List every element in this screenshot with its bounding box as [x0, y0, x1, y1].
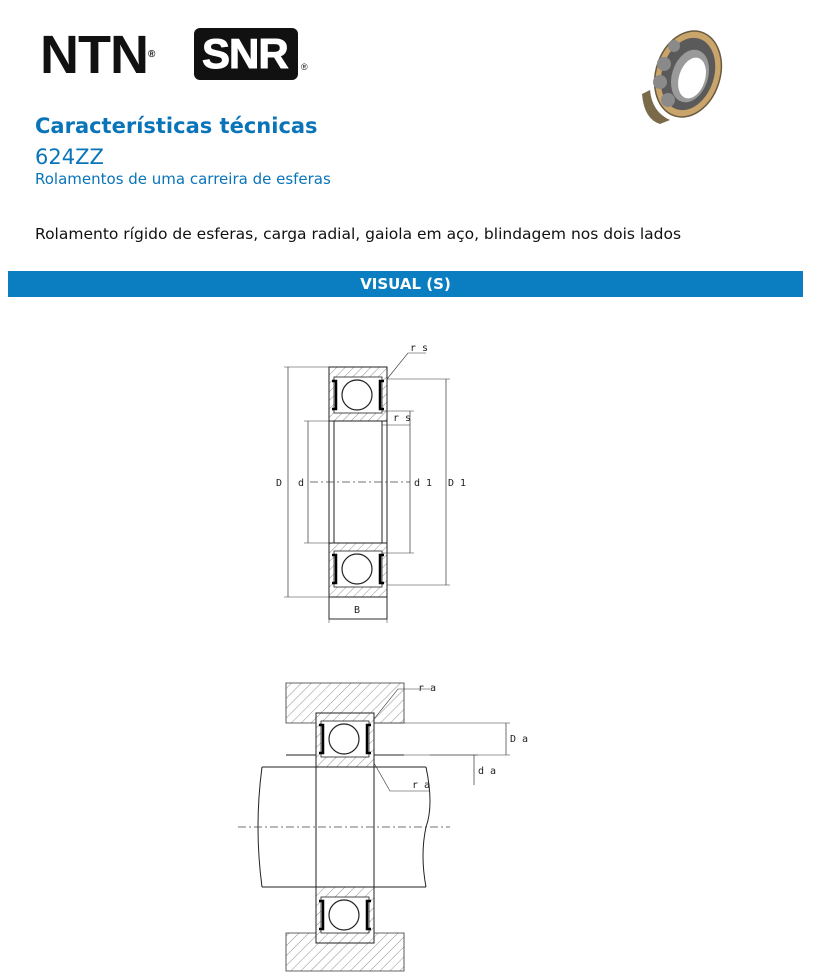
product-category: Rolamentos de uma carreira de esferas — [35, 170, 331, 188]
snr-logo: SNR — [194, 28, 298, 80]
label-ra-shaft: r a — [412, 780, 431, 791]
part-number: 624ZZ — [35, 145, 104, 169]
product-description: Rolamento rígido de esferas, carga radial, gaiola em aço, blindagem nos dois lados — [35, 225, 682, 243]
label-Da: D a — [510, 734, 529, 745]
label-da: d a — [478, 766, 497, 777]
label-D: D — [276, 478, 283, 489]
label-d: d — [298, 478, 305, 489]
label-B: B — [354, 605, 361, 616]
bearing-dimension-drawing — [250, 335, 490, 635]
label-rs-inner: r s — [393, 413, 412, 424]
page-title: Características técnicas — [35, 114, 318, 138]
section-header-visual: VISUAL (S) — [8, 271, 803, 297]
ntn-logo: NTN® — [40, 25, 156, 85]
label-rs-top: r s — [410, 343, 429, 354]
label-d1: d 1 — [414, 478, 433, 489]
label-D1: D 1 — [448, 478, 467, 489]
mounting-dimension-drawing — [230, 675, 540, 975]
snr-registered-mark: ® — [301, 62, 308, 72]
label-ra-top: r a — [418, 683, 437, 694]
bearing-3d-icon — [630, 24, 730, 134]
